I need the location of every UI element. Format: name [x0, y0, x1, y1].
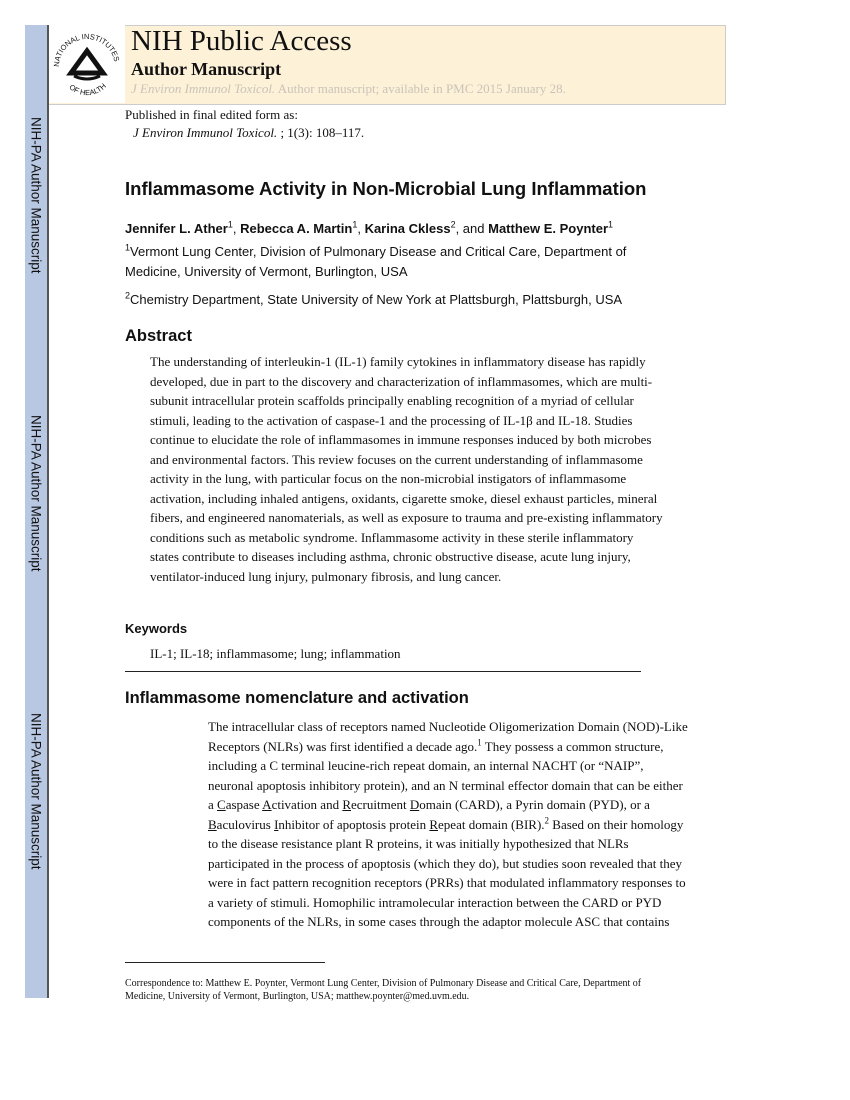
- text-line: and environmental factors. This review focuses on the current understanding of inflammasome: [150, 451, 643, 467]
- correspondence-footnote: [125, 977, 641, 1003]
- header-subtitle: Author Manuscript: [131, 59, 282, 79]
- text-line: a Caspase Activation and Recruitment Domain (CARD), a Pyrin domain (PYD), or a: [208, 797, 650, 812]
- text-line: neuronal apoptosis inhibitory protein), and an N terminal effector domain that can be either: [208, 777, 683, 793]
- author-name: Jennifer L. Ather: [125, 221, 228, 236]
- svg-text:NATIONAL INSTITUTES: NATIONAL INSTITUTES: [51, 31, 122, 68]
- divider: [125, 671, 641, 672]
- text-line: The intracellular class of receptors named Nucleotide Oligomerization Domain (NOD)-Like: [208, 719, 688, 734]
- author-list: Jennifer L. Ather$^1$, Rebecca A. Martin$^1$, Karina Ckless$^2$, and Matthew E. Poynter$^1$: [125, 219, 614, 236]
- text-line: activity in the lung, with particular focus on the non-microbial instigators of inflammasome: [150, 471, 627, 486]
- text-line: activation, including inhaled antigens, oxidants, cigarette smoke, diesel exhaust particles, mineral: [150, 490, 658, 506]
- header-title: NIH Public Access: [131, 25, 352, 57]
- body-text: [208, 717, 688, 932]
- abstract-heading: Abstract: [125, 327, 192, 345]
- header-availability: Author manuscript; available in PMC 2015 January 28.: [275, 81, 566, 96]
- text-line: fibers, and engineered nanomaterials, as well as exposure to trauma and pre-existing inflammatory: [150, 510, 663, 525]
- affiliation: $^1$Vermont Lung Center, Division of Pulmonary Disease and Critical Care, Department of Medicine, University of Vermont, Burlington, USA: [125, 242, 627, 279]
- text-line: states contribute to diseases including asthma, chronic obstructive disease, acute lung injury,: [150, 549, 631, 564]
- text-line: including a C terminal leucine-rich repeat domain, an internal NACHT (or “NAIP”,: [208, 758, 644, 773]
- footnote-divider: [125, 962, 325, 963]
- text-line: developed, due in part to the discovery and characterization of inflammasomes, which are multi-: [150, 373, 653, 389]
- published-journal: J Environ Immunol Toxicol.: [133, 125, 278, 140]
- text-line: Baculovirus Inhibitor of apoptosis protein Repeat domain (BIR).$^2$ Based on their homology: [208, 815, 684, 832]
- header-citation: [131, 81, 566, 97]
- text-line: stimuli, leading to the activation of caspase-1 and the processing of IL-1β and IL-18. Studies: [150, 412, 633, 428]
- text-line: Correspondence to: Matthew E. Poynter, Vermont Lung Center, Division of Pulmonary Disease and Critical Care, Department of: [125, 978, 642, 989]
- text-line: conditions such as metabolic syndrome. Inflammasome activity in these sterile inflammatory: [150, 529, 634, 545]
- text-line: a variety of stimuli. Homophilic intramolecular interaction between the CARD or PYD: [208, 894, 662, 910]
- published-volume: ; 1(3): 108–117.: [277, 125, 365, 140]
- affiliation-marker: 1: [608, 219, 614, 230]
- text-line: Medicine, University of Vermont, Burlington, USA; matthew.poynter@med.uvm.edu.: [125, 991, 470, 1002]
- abstract-text: [150, 352, 663, 586]
- text-line: ventilator-induced lung injury, pulmonary fibrosis, and lung cancer.: [150, 568, 502, 584]
- author-name: Karina Ckless: [364, 221, 451, 236]
- sidebar: [25, 25, 49, 998]
- text-line: components of the NLRs, in some cases through the adaptor molecule ASC that contains: [208, 914, 670, 929]
- sidebar-label: NIH-PA Author Manuscript: [28, 713, 44, 870]
- svg-text:OF HEALTH: OF HEALTH: [67, 81, 108, 98]
- affiliation: $^2$Chemistry Department, State University of New York at Plattsburgh, Plattsburgh, USA: [125, 290, 623, 307]
- affiliation-marker: 1: [352, 219, 358, 230]
- section-heading: Inflammasome nomenclature and activation: [125, 689, 469, 707]
- affiliation-marker: 1: [227, 219, 233, 230]
- author-name: Matthew E. Poynter: [488, 221, 609, 236]
- affiliation-marker: 2: [450, 219, 456, 230]
- published-label: Published in final edited form as:: [125, 107, 298, 122]
- text-line: were in fact pattern recognition receptors (PRRs) that modulated inflammatory responses to: [208, 875, 686, 890]
- text-line: participated in the process of apoptosis (which they do), but studies soon revealed that they: [208, 855, 683, 871]
- keywords: IL-1; IL-18; inflammasome; lung; inflammation: [150, 646, 401, 661]
- text-line: subunit intracellular protein scaffolds principally enabling recognition of a myriad of cellular: [150, 393, 634, 408]
- article-title: Inflammasome Activity in Non-Microbial Lung Inflammation: [125, 178, 647, 199]
- sidebar-label: NIH-PA Author Manuscript: [28, 415, 44, 572]
- sidebar-label: NIH-PA Author Manuscript: [28, 117, 44, 274]
- text-line: continue to elucidate the role of inflammasomes in immune responses induced by both microbes: [150, 432, 652, 447]
- text-line: to the disease resistance plant R proteins, it was initially hypothesized that NLRs: [208, 836, 629, 851]
- published-citation: [133, 124, 364, 141]
- text-line: The understanding of interleukin-1 (IL-1) family cytokines in inflammatory disease has rapidly: [150, 354, 646, 369]
- header-journal: J Environ Immunol Toxicol.: [131, 81, 276, 96]
- keywords-heading: Keywords: [125, 621, 188, 636]
- text-line: Receptors (NLRs) was first identified a decade ago.$^1$ They possess a common structure,: [208, 737, 664, 754]
- affiliations: [125, 242, 626, 310]
- author-name: Rebecca A. Martin: [240, 221, 353, 236]
- nih-logo: [49, 25, 125, 103]
